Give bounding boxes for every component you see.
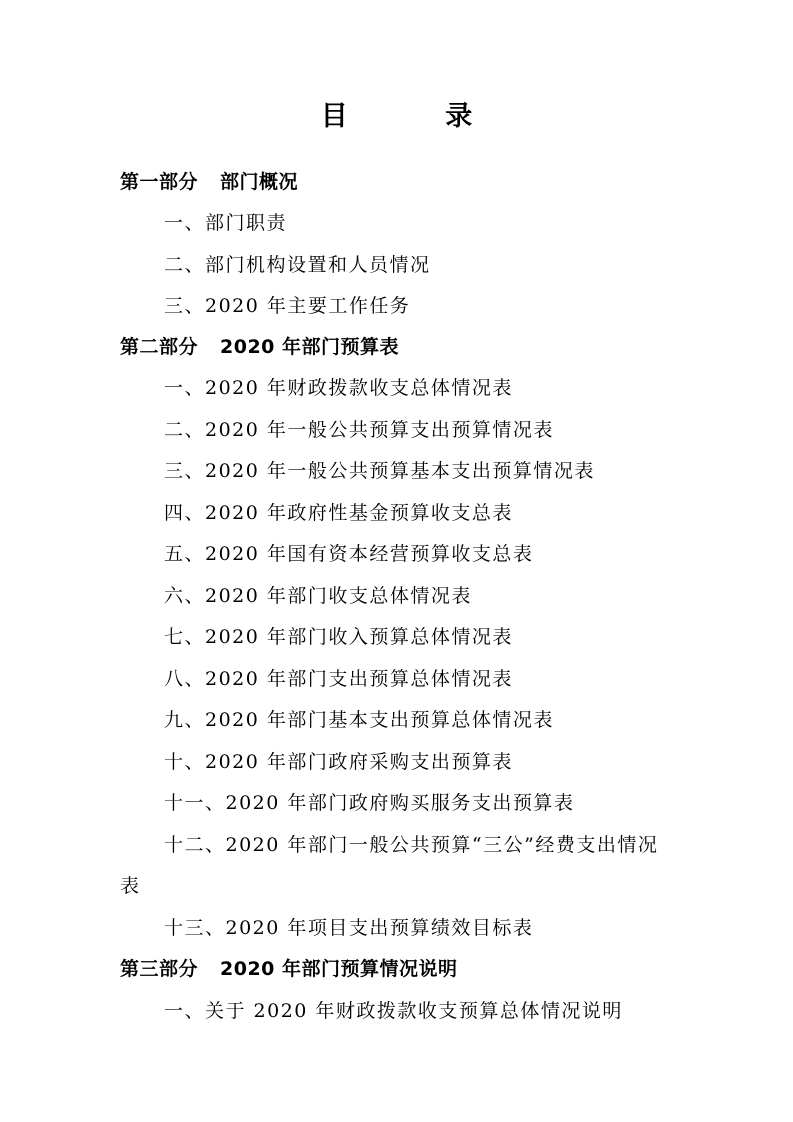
toc-item: 一、关于 2020 年财政拨款收支预算总体情况说明	[164, 1000, 623, 1022]
toc-item: 五、2020 年国有资本经营预算收支总表	[164, 543, 534, 565]
toc-item: 十一、2020 年部门政府购买服务支出预算表	[164, 792, 575, 814]
toc-item: 三、2020 年主要工作任务	[164, 295, 411, 317]
part-name: 2020 年部门预算情况说明	[220, 958, 458, 980]
part-label: 第三部分	[120, 958, 199, 980]
toc-item-continuation: 表	[120, 875, 141, 897]
toc-item: 一、部门职责	[164, 212, 288, 234]
toc-item: 八、2020 年部门支出预算总体情况表	[164, 668, 513, 690]
page-title: 目 录	[320, 101, 517, 132]
part-name: 2020 年部门预算表	[220, 336, 400, 358]
toc-item: 六、2020 年部门收支总体情况表	[164, 585, 472, 607]
toc-item: 十、2020 年部门政府采购支出预算表	[164, 751, 513, 773]
toc-item: 二、2020 年一般公共预算支出预算情况表	[164, 419, 554, 441]
part-heading-2	[120, 334, 399, 360]
part-label: 第二部分	[120, 336, 199, 358]
toc-item: 一、2020 年财政拨款收支总体情况表	[164, 377, 513, 399]
toc-item: 二、部门机构设置和人员情况	[164, 254, 431, 276]
toc-item: 四、2020 年政府性基金预算收支总表	[164, 502, 513, 524]
toc-item: 十二、2020 年部门一般公共预算“三公”经费支出情况	[164, 834, 659, 856]
part-name: 部门概况	[220, 171, 299, 193]
toc-item: 七、2020 年部门收入预算总体情况表	[164, 626, 513, 648]
part-heading-1	[120, 169, 298, 195]
part-heading-3	[120, 956, 458, 982]
toc-item: 九、2020 年部门基本支出预算总体情况表	[164, 709, 554, 731]
toc-item: 十三、2020 年项目支出预算绩效目标表	[164, 917, 534, 939]
part-label: 第一部分	[120, 171, 199, 193]
toc-item: 三、2020 年一般公共预算基本支出预算情况表	[164, 460, 595, 482]
